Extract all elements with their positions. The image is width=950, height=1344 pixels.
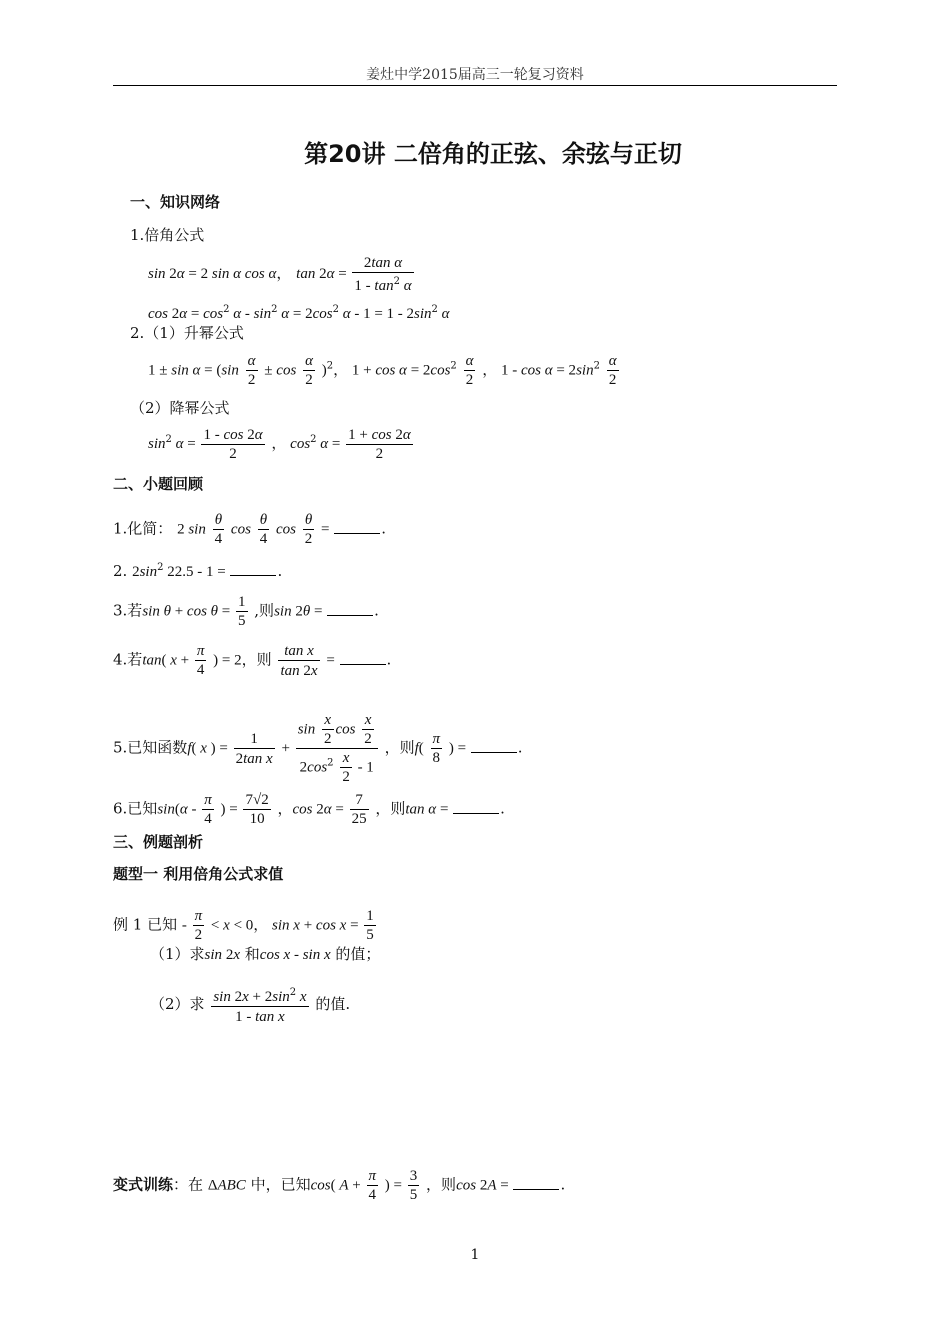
problem-1-label: 1.化简： — [113, 519, 173, 538]
problem-4: 4.若tan( x + $\frac{\pi}{4}$ ) = 2，则 $\frac{\text{tan x}}{\tan 2x}$ = . — [113, 643, 392, 679]
problem-5: 5.已知函数f( x ) = $\frac{1}{\text{2tan x}}$ + sin $\frac{x}{2}$ cos $\frac{x}{2}$ $2\cos^2$ $\frac{x}{2}$ - 1 ，则f( $\frac{\pi}{8}$ ) = . — [113, 712, 523, 785]
type-heading: 题型一 利用倍角公式求值 — [113, 865, 284, 883]
problem-5-label: 5.已知函数 — [113, 738, 188, 757]
example-1-q1: （1）求sin 2x 和cos x - sin x 的值； — [150, 945, 381, 963]
section-examples: 三、例题剖析 — [113, 833, 204, 851]
answer-blank — [327, 601, 373, 616]
page-number: 1 — [470, 1247, 480, 1263]
example-1: 例 1 已知 - $\frac{\pi}{2}$ < x < 0， sin x + cos x = $\frac{1}{5}$ — [113, 908, 374, 943]
problem-4-label: 4.若 — [113, 650, 143, 669]
problem-2-label: 2. — [113, 562, 128, 580]
problem-6: 6.已知sin(α - $\frac{\pi}{4}$ ) = $\frac{7√2}{10}$ ，cos 2α = $\frac{7}{25}$ ，则tan α = . — [113, 792, 505, 827]
section-review: 二、小题回顾 — [113, 475, 204, 493]
variant-training: 变式训练：在 ΔABC 中，已知cos( A + $\frac{\pi}{4}$ ) = $\frac{3}{5}$ ，则cos 2A = . — [113, 1168, 566, 1203]
item-raise-power: 2.（1）升幂公式 — [130, 324, 244, 342]
variant-label: 变式训练 — [113, 1175, 174, 1194]
answer-blank — [453, 799, 499, 814]
problem-3-label: 3.若 — [113, 601, 143, 620]
item-double-angle: 1.倍角公式 — [130, 226, 205, 244]
formula-cos-double: $\cos 2\alpha = \cos^2 \alpha - \sin^2 \alpha = 2\cos^2$ $\alpha - 1 = 1 - 2\sin^2$ α — [148, 304, 450, 322]
page-header: 姜灶中学2015届高三一轮复习资料 — [366, 67, 584, 83]
problem-1: 1.化简： 2 sin $\frac{\theta}{4}$ cos $\frac{\theta}{4}$ cos $\frac{\theta}{2}$ = . — [113, 512, 387, 547]
problem-2: 2. $2\sin^2$ 22.5 - 1 = . — [113, 562, 283, 580]
example-1-label: 例 1 已知 — [113, 915, 178, 934]
item-lower-power: （2）降幂公式 — [130, 399, 230, 417]
header-rule — [113, 85, 837, 86]
answer-blank — [340, 650, 386, 665]
example-1-q2: （2）求 $\frac{\sin 2x + 2\sin^2 x}{\text{1 - tan x}}$ 的值. — [150, 984, 350, 1026]
formula-lower-power: $\sin^2 \alpha$ = $\frac{1 - \cos 2\alpha}{2}$ ， $\cos^2 \alpha$ = $\frac{1 + \cos 2\alpha}{2}$ — [148, 427, 411, 462]
formula-sin-tan-double: sin 2α = 2 sin α cos α， tan 2α = $\frac{\text{2tan α}}{1 - \tan^2 \alpha}$ — [148, 255, 412, 294]
answer-blank — [230, 561, 276, 576]
answer-blank — [471, 738, 517, 753]
formula-raise-power: 1 ± sin α = (sin $\frac{\alpha}{2}$ ± cos $\frac{\alpha}{2}$ )$^2$， $1 + \cos \alpha = 2\cos^2$ $\frac{\alpha}{2}$ ， $1 - \cos \alpha = 2\sin^2$ $\frac{\alpha}{2}$ — [148, 353, 617, 388]
page-title: 第20讲 二倍角的正弦、余弦与正切 — [304, 140, 682, 168]
answer-blank — [334, 519, 380, 534]
section-knowledge: 一、知识网络 — [130, 193, 221, 211]
problem-6-label: 6.已知 — [113, 799, 158, 818]
problem-3: 3.若sin θ + cos θ = $\frac{1}{5}$ ,则sin 2θ = . — [113, 594, 379, 629]
answer-blank — [513, 1175, 559, 1190]
